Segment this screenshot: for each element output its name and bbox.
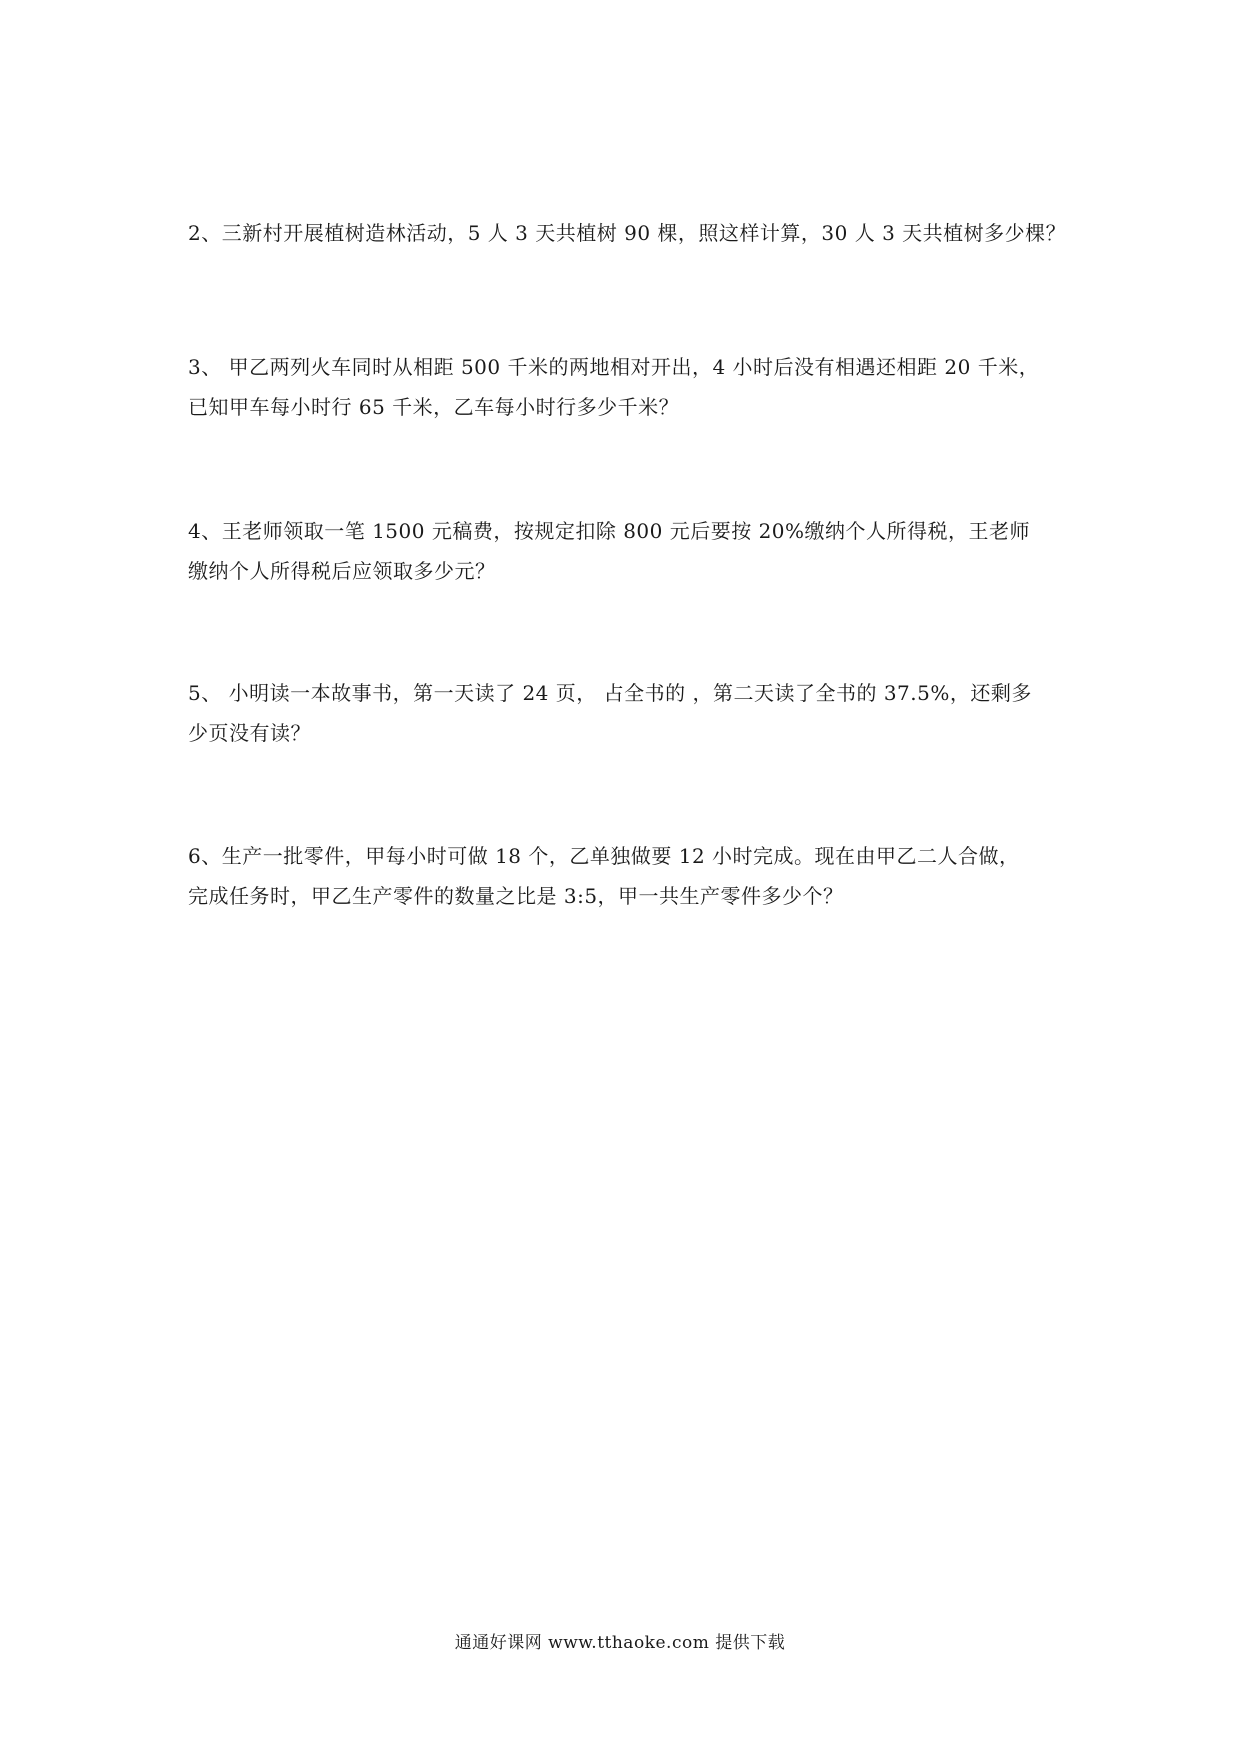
problem-5-line-1: 5、 小明读一本故事书，第一天读了 24 页， 占全书的 ，第二天读了全书的 37.5%，还剩多 [188,681,1032,705]
problem-2-line-1: 2、三新村开展植树造林活动，5 人 3 天共植树 90 棵，照这样计算，30 人 3 天共植树多少棵？ [188,221,1067,245]
problem-6 [188,836,1068,916]
problem-4-line-2: 缴纳个人所得税后应领取多少元？ [188,559,496,583]
problem-4-line-1: 4、王老师领取一笔 1500 元稿费，按规定扣除 800 元后要按 20%缴纳个人所得税，王老师 [188,519,1031,543]
problem-3 [188,347,1068,427]
problem-3-line-1: 3、 甲乙两列火车同时从相距 500 千米的两地相对开出，4 小时后没有相遇还相距 20 千米， [188,355,1040,379]
problem-5-line-2: 少页没有读？ [188,721,311,745]
problem-5 [188,673,1068,753]
problem-6-line-1: 6、生产一批零件，甲每小时可做 18 个，乙单独做要 12 小时完成。现在由甲乙二人合做， [188,844,1020,868]
problem-6-line-2: 完成任务时，甲乙生产零件的数量之比是 3:5，甲一共生产零件多少个？ [188,884,844,908]
page-footer: 通通好课网 www.tthaoke.com 提供下载 [454,1633,786,1653]
problem-2 [188,213,1068,253]
problem-3-line-2: 已知甲车每小时行 65 千米，乙车每小时行多少千米？ [188,395,680,419]
problem-4 [188,511,1068,591]
